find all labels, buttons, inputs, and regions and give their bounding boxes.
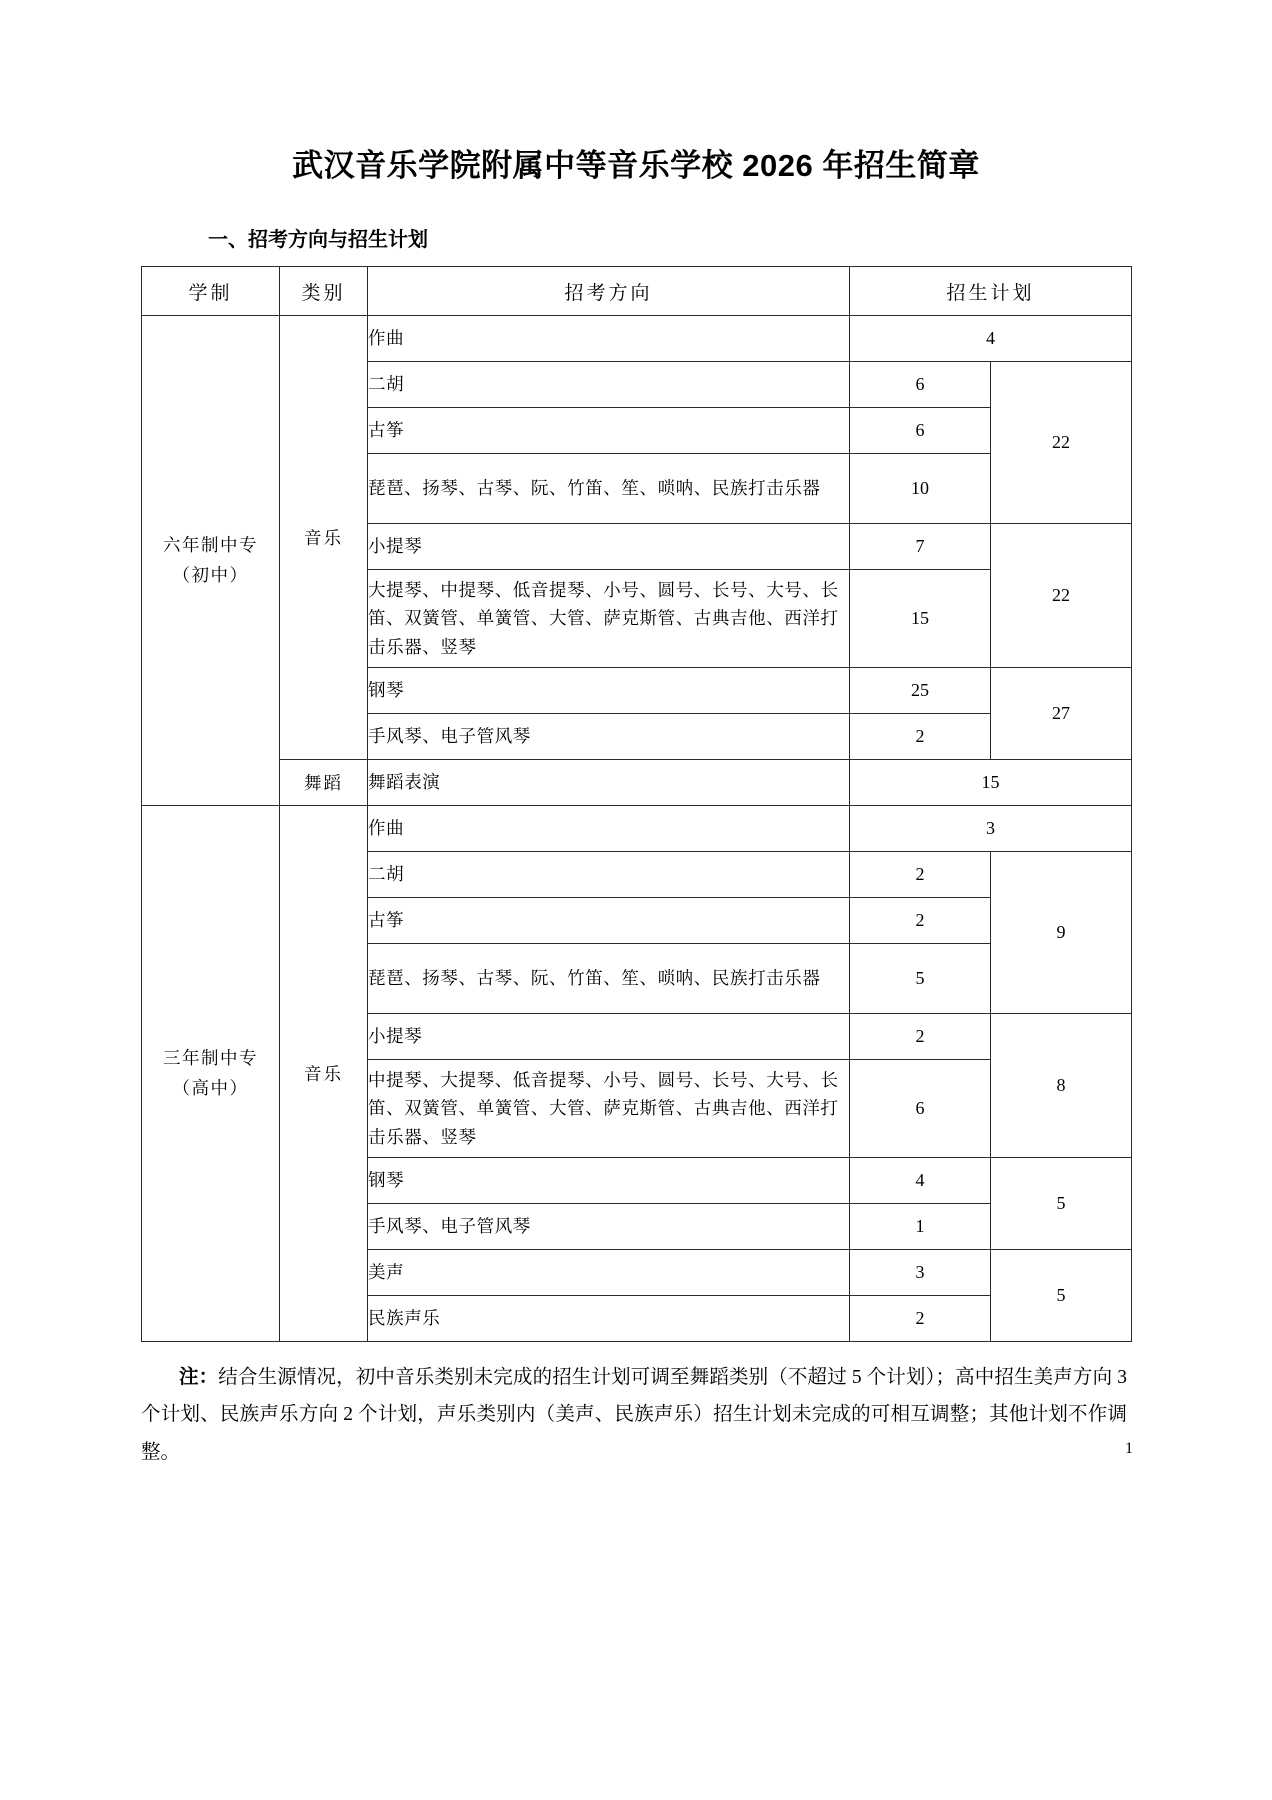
school-system-line2: （初中） xyxy=(172,564,249,585)
cell-subtotal-count: 27 xyxy=(991,668,1132,760)
cell-plan-count: 2 xyxy=(850,1296,991,1342)
cell-subtotal-count: 5 xyxy=(991,1158,1132,1250)
note-lead: 注： xyxy=(179,1366,219,1388)
cell-plan-count: 4 xyxy=(850,1158,991,1204)
cell-category: 音乐 xyxy=(280,316,368,760)
cell-subtotal-count: 9 xyxy=(991,852,1132,1014)
school-system-line1: 三年制中专 xyxy=(163,1047,258,1068)
table-row xyxy=(142,806,1132,852)
table-row xyxy=(142,760,1132,806)
column-header-plan: 招生计划 xyxy=(850,267,1132,316)
cell-exam-direction: 琵琶、扬琴、古琴、阮、竹笛、笙、唢呐、民族打击乐器 xyxy=(368,454,850,524)
cell-exam-direction: 琵琶、扬琴、古琴、阮、竹笛、笙、唢呐、民族打击乐器 xyxy=(368,944,850,1014)
cell-exam-direction: 民族声乐 xyxy=(368,1296,850,1342)
cell-school-system xyxy=(142,316,280,806)
cell-plan-count: 2 xyxy=(850,898,991,944)
note-text: 结合生源情况，初中音乐类别未完成的招生计划可调至舞蹈类别（不超过 5 个计划）；高中招生美声方向 3 个计划、民族声乐方向 2 个计划，声乐类别内（美声、民族声乐）招生计划未完成的可相互调整；其他计划不作调整。 xyxy=(141,1367,1127,1463)
column-header-direction: 招考方向 xyxy=(368,267,850,316)
cell-plan-count: 6 xyxy=(850,362,991,408)
cell-exam-direction: 手风琴、电子管风琴 xyxy=(368,1204,850,1250)
cell-exam-direction: 作曲 xyxy=(368,316,850,362)
cell-plan-count: 2 xyxy=(850,1014,991,1060)
cell-category: 舞蹈 xyxy=(280,760,368,806)
cell-plan-count: 2 xyxy=(850,714,991,760)
table-header-row xyxy=(142,267,1132,316)
cell-plan-count: 15 xyxy=(850,570,991,668)
cell-exam-direction: 小提琴 xyxy=(368,1014,850,1060)
section-heading: 一、招考方向与招生计划 xyxy=(208,229,428,251)
admissions-plan-table xyxy=(141,266,1132,1342)
cell-exam-direction: 二胡 xyxy=(368,362,850,408)
cell-plan-count: 7 xyxy=(850,524,991,570)
cell-exam-direction: 古筝 xyxy=(368,898,850,944)
cell-exam-direction: 二胡 xyxy=(368,852,850,898)
cell-exam-direction: 手风琴、电子管风琴 xyxy=(368,714,850,760)
cell-plan-count: 4 xyxy=(850,316,1132,362)
column-header-category: 类别 xyxy=(280,267,368,316)
cell-subtotal-count: 22 xyxy=(991,362,1132,524)
cell-exam-direction: 中提琴、大提琴、低音提琴、小号、圆号、长号、大号、长笛、双簧管、单簧管、大管、萨克斯管、古典吉他、西洋打击乐器、竖琴 xyxy=(368,1060,850,1158)
cell-subtotal-count: 5 xyxy=(991,1250,1132,1342)
page-title: 武汉音乐学院附属中等音乐学校 2026 年招生简章 xyxy=(292,148,980,183)
page-number: 1 xyxy=(1125,1440,1133,1457)
cell-exam-direction: 古筝 xyxy=(368,408,850,454)
cell-school-system xyxy=(142,806,280,1342)
cell-exam-direction: 大提琴、中提琴、低音提琴、小号、圆号、长号、大号、长笛、双簧管、单簧管、大管、萨克斯管、古典吉他、西洋打击乐器、竖琴 xyxy=(368,570,850,668)
cell-exam-direction: 小提琴 xyxy=(368,524,850,570)
cell-plan-count: 2 xyxy=(850,852,991,898)
cell-exam-direction: 钢琴 xyxy=(368,1158,850,1204)
cell-plan-count: 10 xyxy=(850,454,991,524)
table-row xyxy=(142,316,1132,362)
cell-plan-count: 6 xyxy=(850,408,991,454)
cell-plan-count: 5 xyxy=(850,944,991,1014)
cell-subtotal-count: 8 xyxy=(991,1014,1132,1158)
cell-plan-count: 3 xyxy=(850,1250,991,1296)
cell-exam-direction: 舞蹈表演 xyxy=(368,760,850,806)
school-system-line2: （高中） xyxy=(172,1077,249,1098)
cell-plan-count: 1 xyxy=(850,1204,991,1250)
cell-plan-count: 15 xyxy=(850,760,1132,806)
school-system-line1: 六年制中专 xyxy=(163,534,258,555)
cell-subtotal-count: 22 xyxy=(991,524,1132,668)
cell-exam-direction: 钢琴 xyxy=(368,668,850,714)
cell-exam-direction: 美声 xyxy=(368,1250,850,1296)
cell-plan-count: 3 xyxy=(850,806,1132,852)
cell-plan-count: 6 xyxy=(850,1060,991,1158)
cell-plan-count: 25 xyxy=(850,668,991,714)
cell-exam-direction: 作曲 xyxy=(368,806,850,852)
admissions-table-wrapper xyxy=(0,252,1272,1342)
cell-category: 音乐 xyxy=(280,806,368,1342)
table-note xyxy=(0,1342,1272,1471)
column-header-system: 学制 xyxy=(142,267,280,316)
